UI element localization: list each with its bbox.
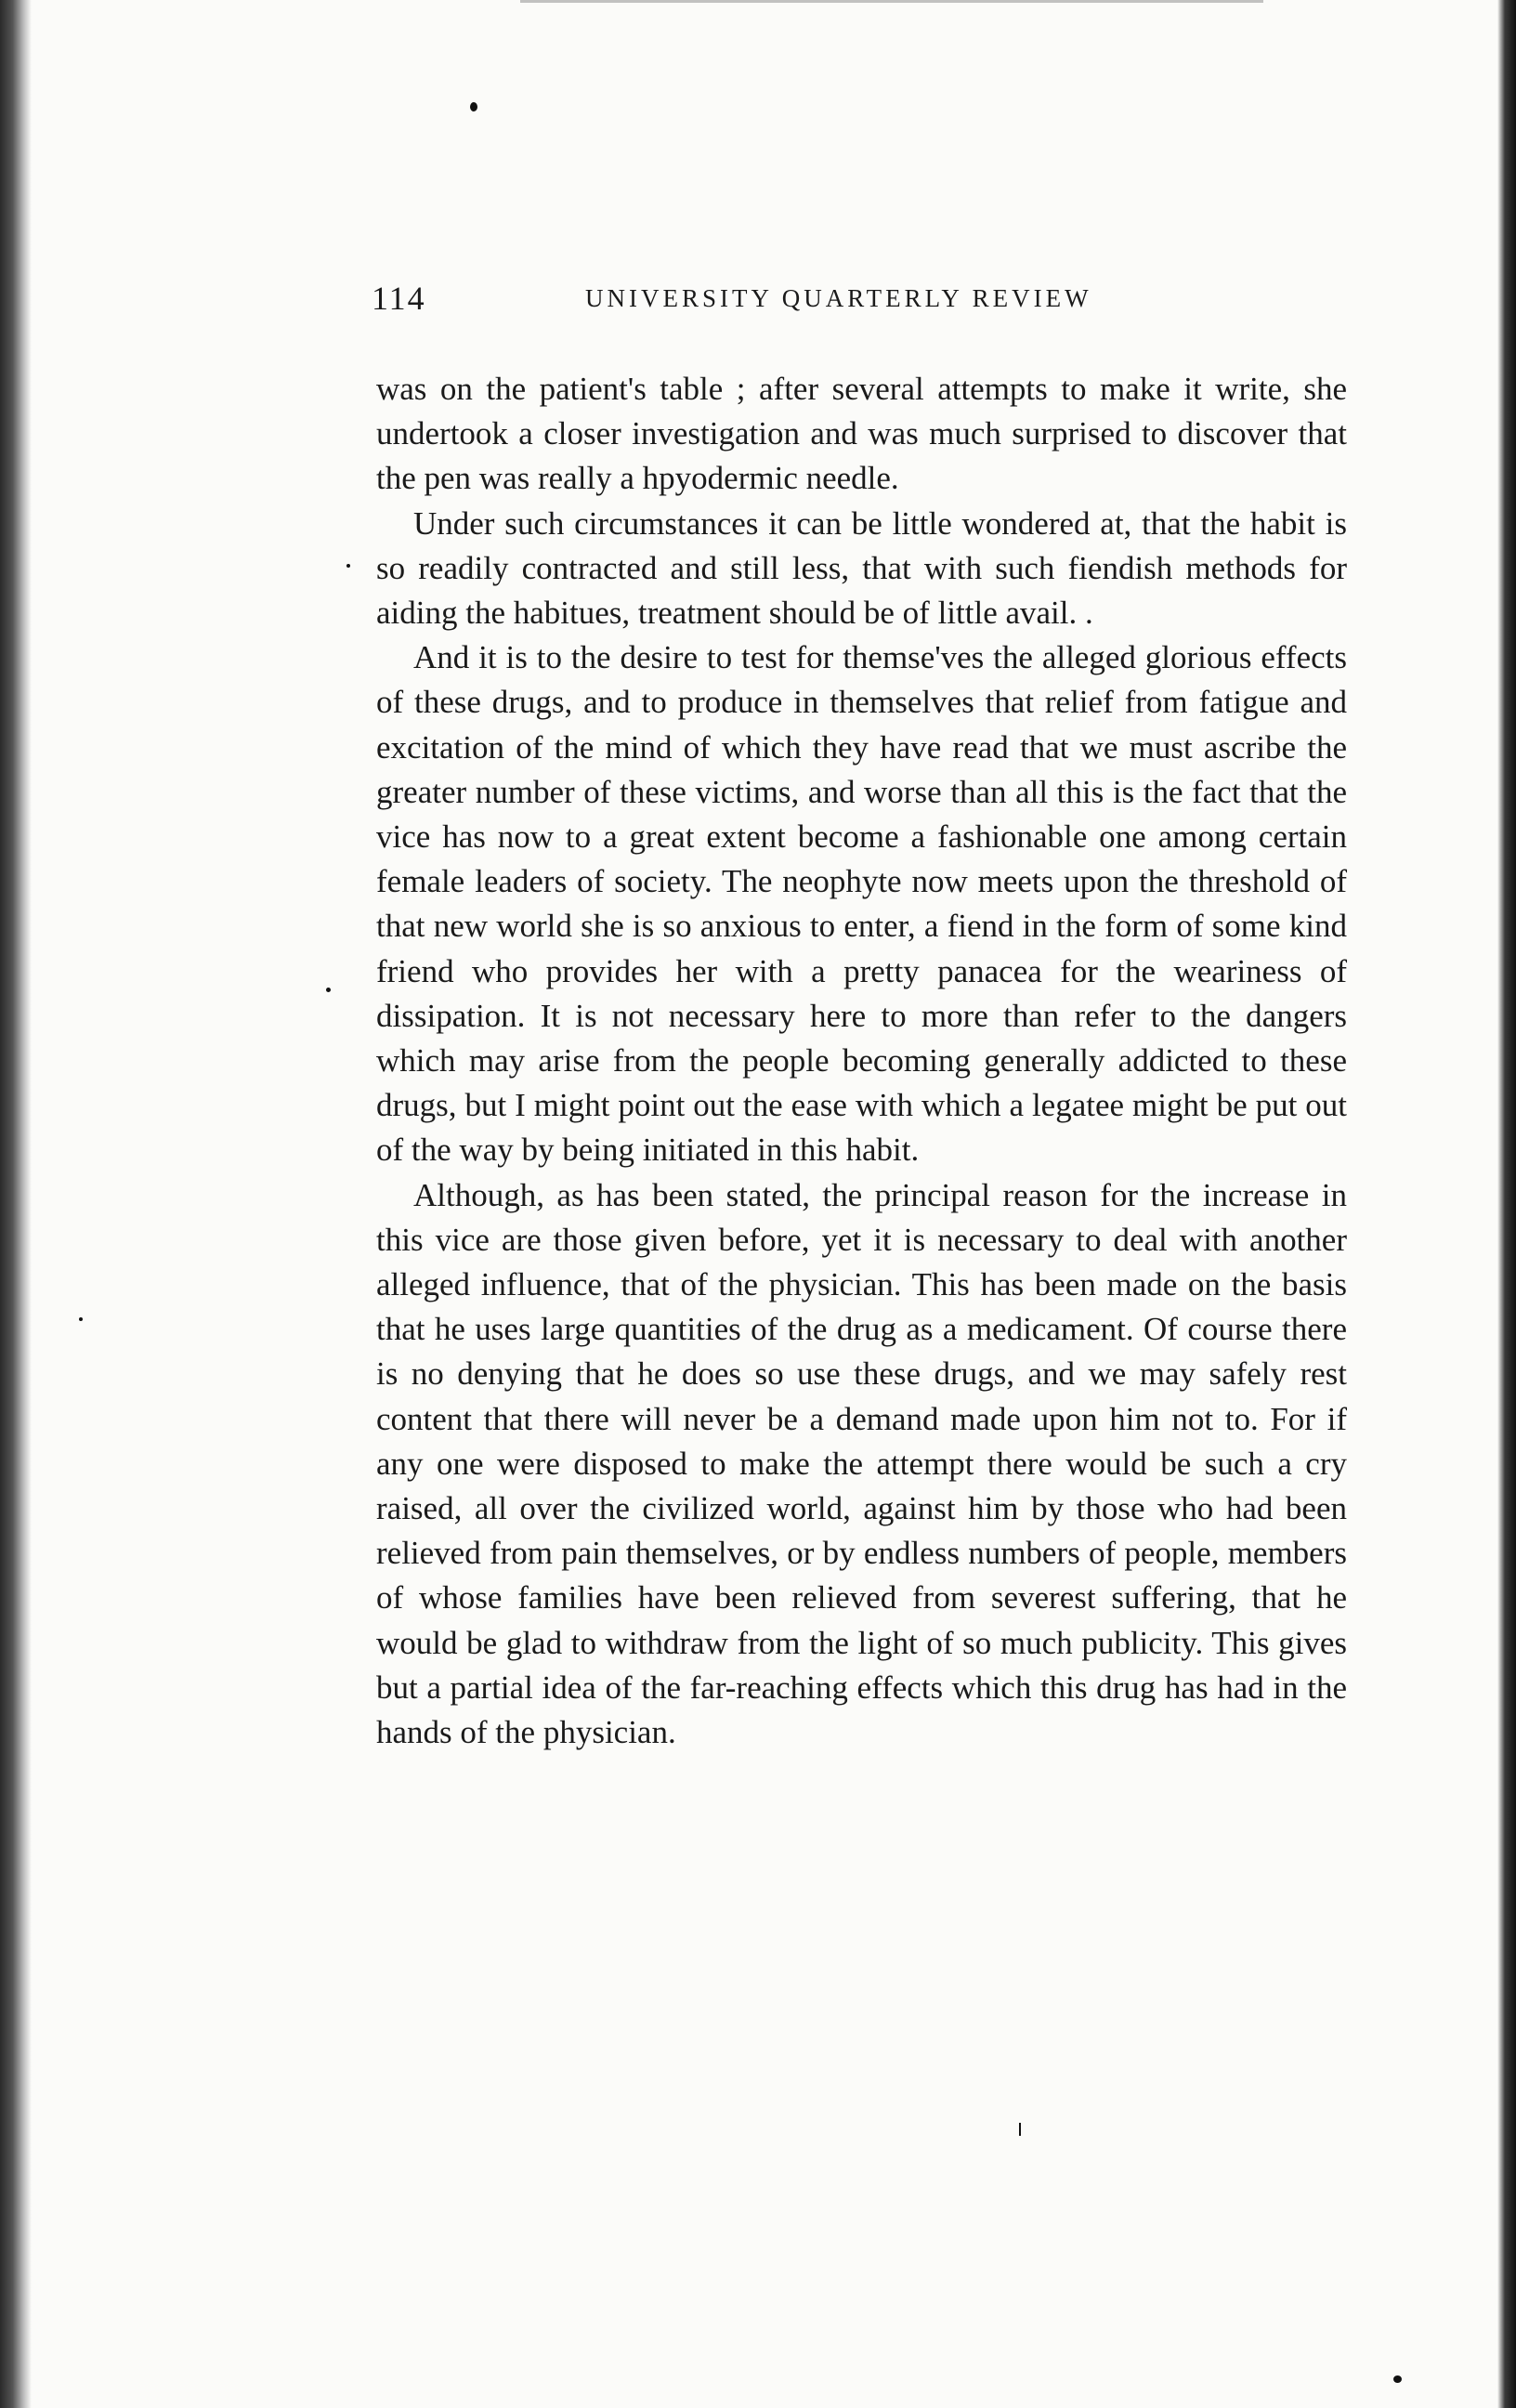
ink-speck <box>346 564 350 568</box>
page-number: 114 <box>372 280 426 317</box>
binding-edge <box>0 0 32 2408</box>
page-header <box>372 279 1352 334</box>
ink-speck <box>1019 2123 1021 2136</box>
ink-speck <box>326 988 331 992</box>
ink-speck <box>470 102 477 111</box>
top-rule <box>520 0 1263 3</box>
paragraph: Although, as has been stated, the principal reason for the increase in this vice are those given before, yet it is necessary to deal with another alleged influence, that of the physician. This has been made on the basis that he uses large quantities of the drug as a medicament. Of course there is no denying that he does so use these drugs, and we may safely rest content that there will never be a demand made upon him not to. For if any one were disposed to make the attempt there would be such a cry raised, all over the civilized world, against him by those who had been relieved from pain themselves, or by endless numbers of people, members of whose families have been relieved from severest suffering, that he would be glad to withdraw from the light of so much publicity. This gives but a partial idea of the far-reaching effects which this drug has had in the hands of the physician. <box>376 1176 1347 1751</box>
paragraph: Under such circumstances it can be little wondered at, that the habit is so readily contracted and still less, that with such fiendish methods for aiding the habitues, treatment should be of little avail. . <box>376 504 1347 632</box>
page-border <box>1497 0 1516 2408</box>
ink-speck <box>79 1317 83 1321</box>
running-head: UNIVERSITY QUARTERLY REVIEW <box>585 284 1092 312</box>
body-text <box>376 367 1347 1755</box>
paragraph: And it is to the desire to test for themse'ves the alleged glorious effects of these drugs, and to produce in themselves that relief from fatigue and excitation of the mind of which they have read that we must ascribe the greater number of these victims, and worse than all this is the fact that the vice has now to a great extent become a fashionable one among certain female leaders of society. The neophyte now meets upon the threshold of that new world she is so anxious to enter, a fiend in the form of some kind friend who provides her with a pretty panacea for the weariness of dissipation. It is not necessary here to more than refer to the dangers which may arise from the people becoming generally addicted to these drugs, but I might point out the ease with which a legatee might be put out of the way by being initiated in this habit. <box>376 639 1347 1169</box>
paragraph: was on the patient's table ; after several attempts to make it write, she undertook a closer investigation and was much surprised to discover that the pen was really a hpyodermic needle. <box>376 371 1347 497</box>
ink-speck <box>1393 2375 1402 2383</box>
